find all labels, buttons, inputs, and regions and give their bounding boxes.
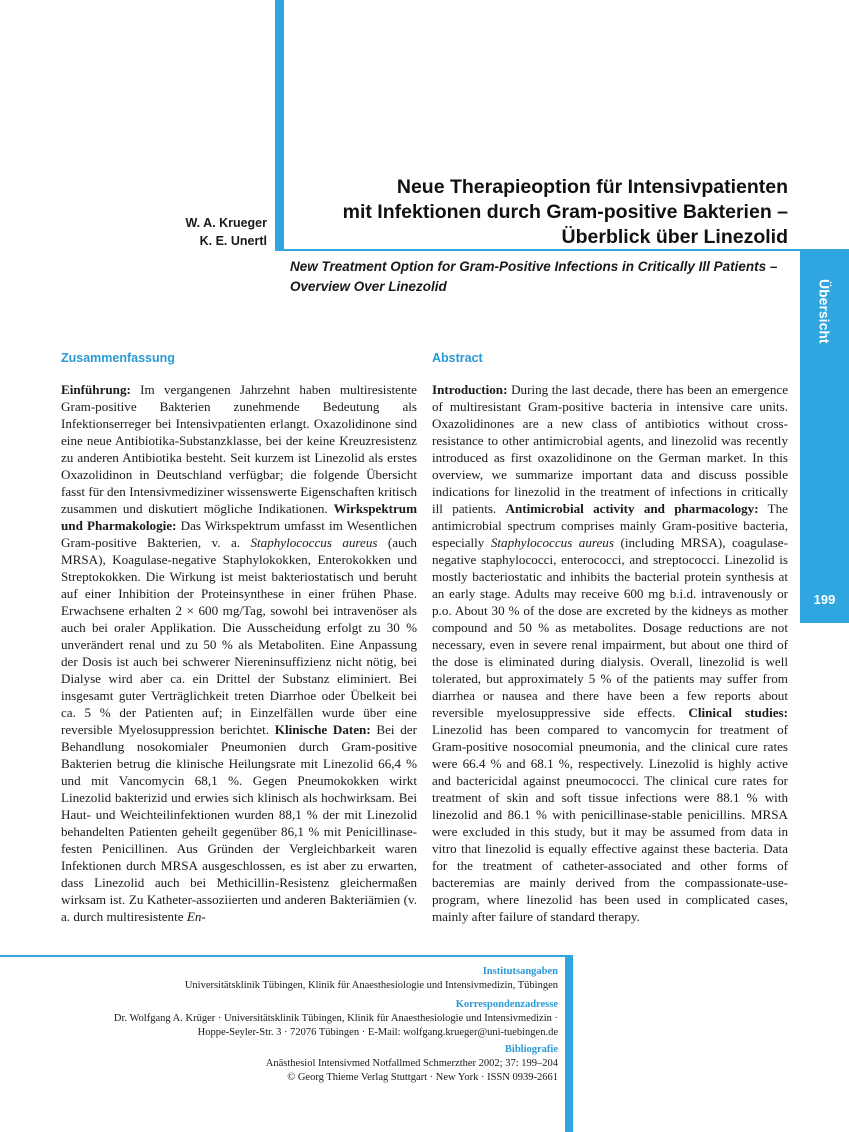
english-abstract-body <box>432 381 788 925</box>
footer-divider <box>0 955 572 957</box>
article-subtitle <box>290 257 790 297</box>
spectrum-text-cont: (auch MRSA), Koagulase-negative Staphylokokken, Enterokokken und Streptokokken. Die Wirkung ist meist bakteriostatisch und beruht auf einer Inhibition der Proteinsynthese in einer frühen Phase. Erwachsene erhalten 2 × 600 mg/Tag, sowohl bei intravenöser als auch bei oraler Applikation. Die Ausscheidung erfolgt zu 30 % unverändert renal und zu 50 % als Metaboliten. Eine Anpassung der Dosis ist auch bei schwerer Niereninsuffizienz nicht nötig, bei Dialyse wird aber ca. ein Drittel der Substanz eliminiert. Bei insgesamt guter Verträglichkeit treten Diarrhoe oder Übelkeit bei ca. 5 % der Patienten auf; in Einzelfällen wurde über eine reversible Myelosuppression berichtet. <box>61 535 417 737</box>
activity-text: The antimicrobial spectrum comprises mainly Gram-positive bacteria, especially <box>432 501 788 550</box>
correspondence-line: Hoppe-Seyler-Str. 3 · 72076 Tübingen · E-Mail: wolfgang.krueger@uni-tuebingen.de <box>197 1027 558 1038</box>
institution-heading: Institutsangaben <box>482 966 558 977</box>
bibliography-block <box>18 1043 558 1085</box>
bibliography-heading: Bibliografie <box>504 1044 558 1055</box>
clinical-label: Clinical studies: <box>688 705 788 720</box>
article-title <box>300 175 788 250</box>
subtitle-line: Overview Over Linezolid <box>290 279 447 294</box>
section-label: Übersicht <box>816 278 833 344</box>
top-accent-bar <box>275 0 284 251</box>
german-abstract-body <box>61 381 417 925</box>
clinical-label: Klinische Daten: <box>274 722 371 737</box>
page-number: 199 <box>813 592 836 607</box>
author-name: W. A. Krueger <box>185 216 267 230</box>
clinical-text: Bei der Behandlung nosokomialer Pneumonien durch Gram-positive Bakterien betrug die klinische Heilungsrate mit Linezolid 66,4 % und mit Vancomycin 68,1 %. Gegen Pneumokokken wirkt Linezolid bakterizid und erwies sich klinisch als hochwirksam. Bei Haut- und Weichteilinfektionen wurden 88,1 % der mit Linezolid behandelten Patienten geheilt gegenüber 86,1 % mit Penicillinase-festen Penicillinen. Aus Gründen der Vergleichbarkeit waren Infektionen durch MRSA ausgeschlossen, es ist aber zu erwarten, dass Linezolid auch bei Methicillin-Resistenz gleichermaßen wirksam ist. Zu Katheter-assoziierten und anderen Bakteriämien (v. a. durch multiresistente <box>61 722 417 924</box>
intro-text: Im vergangenen Jahrzehnt haben multiresistente Gram-positive Bakterien zunehmende Bedeutung als Infektionserreger bei Intensivpatienten erlangt. Oxazolidinone sind eine neue Antibiotika-Substanzklasse, bei der keine Kreuzresistenz zu anderen Antibiotika besteht. Seit kurzem ist Linezolid als erstes Oxazolidinon in Deutschland verfügbar; die folgende Übersicht fasst für den Intensivmediziner wissenswerte Eigenschaften kritisch zusammen und diskutiert mögliche Indikationen. <box>61 382 417 516</box>
correspondence-heading: Korrespondenzadresse <box>455 999 558 1010</box>
correspondence-block <box>18 998 558 1040</box>
footer-accent-bar <box>565 955 573 1132</box>
title-line: Überblick über Linezolid <box>561 226 788 248</box>
author-name: K. E. Unertl <box>199 234 267 248</box>
bibliography-line: © Georg Thieme Verlag Stuttgart · New York · ISSN 0939-2661 <box>287 1072 558 1083</box>
species-name: Staphylococcus aureus <box>250 535 378 550</box>
subtitle-line: New Treatment Option for Gram-Positive Infections in Critically Ill Patients – <box>290 259 778 274</box>
clinical-text: Linezolid has been compared to vancomycin for treatment of Gram-positive nosocomial pneumonia, and the clinical cure rates were 66.4 % and 68.1 %, respectively. Linezolid is highly active and bactericidal against pneumococci. The clinical cure rates for treatment of skin and soft tissue infections were 88.1 % with linezolid and 86.1 % with penicillinase-stable penicillins. MRSA were excluded in this study, but it may be assumed from data in vitro that linezolid is equally effective against these bacteria. Data for the treatment of catheter-associated and other forms of bacteremias are mainly derived from the compassionate-use-program, where linezolid has been used in complicated cases, mainly after failure of standard therapy. <box>432 722 788 924</box>
intro-label: Introduction: <box>432 382 508 397</box>
institution-block <box>18 965 558 993</box>
title-line: mit Infektionen durch Gram-positive Bakterien – <box>342 201 788 223</box>
title-line: Neue Therapieoption für Intensivpatienten <box>396 176 788 198</box>
spectrum-text: Das Wirkspektrum umfasst im Wesentlichen Gram-positive Bakterien, v. a. <box>61 518 417 550</box>
english-abstract-heading: Abstract <box>432 351 483 365</box>
institution-text: Universitätsklinik Tübingen, Klinik für Anaesthesiologie und Intensivmedizin, Tübingen <box>184 980 558 991</box>
clinical-text-end: En- <box>186 909 206 924</box>
correspondence-line: Dr. Wolfgang A. Krüger · Universitätsklinik Tübingen, Klinik für Anaesthesiologie und Intensivmedizin · <box>113 1013 558 1024</box>
activity-text-cont: (including MRSA), coagulase-negative staphylococci, enterococci, and streptococci. Linezolid is mostly bacteriostatic and inhibits the bacterial protein synthesis at an early stage. Adults may receive 600 mg b.i.d. intravenously or p.o. About 30 % of the dose are excreted by the kidneys as mother compound and 50 % as metabolites. Dosage reductions are not necessary, even in severe renal impairment, but about one third of the dose is eliminated during dialysis. Overall, linezolid is well tolerated, but approximately 5 % of the patients may suffer from diarrhea or nausea and there have been a few reports about reversible myelosuppressive side effects. <box>432 535 788 720</box>
author-list <box>120 214 267 250</box>
german-abstract-heading: Zusammenfassung <box>61 351 175 365</box>
activity-label: Antimicrobial activity and pharmacology: <box>505 501 759 516</box>
species-name: Staphylococcus aureus <box>490 535 614 550</box>
bibliography-line: Anästhesiol Intensivmed Notfallmed Schmerzther 2002; 37: 199–204 <box>265 1058 558 1069</box>
spectrum-label: Wirkspektrum und Pharmakologie: <box>61 501 417 533</box>
intro-label: Einführung: <box>61 382 131 397</box>
intro-text: During the last decade, there has been an emergence of multiresistant Gram-positive bacteria in intensive care units. Oxazolidinones are a new class of antibiotics without cross-resistance to other antimicrobial agents, and linezolid was recently introduced as first oxazolidinone on the German market. In this overview, we summarize important data and discuss possible indications for linezolid in the treatment of infections in critically ill patients. <box>432 382 789 516</box>
